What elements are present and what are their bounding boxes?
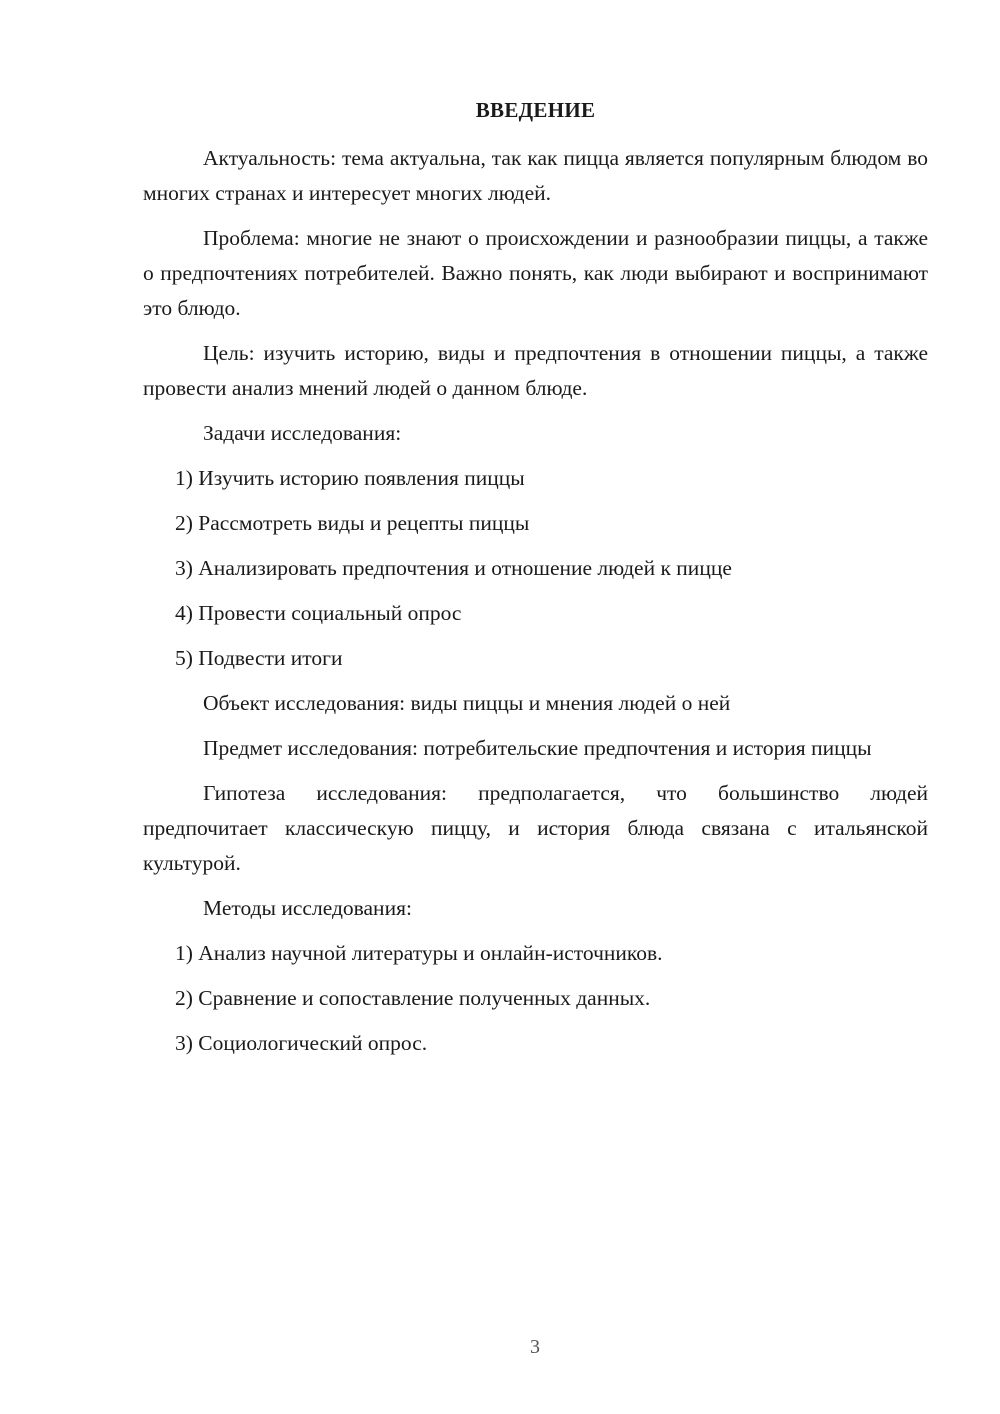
goal-paragraph: Цель: изучить историю, виды и предпочтения в отношении пиццы, а также провести анализ мнений людей о данном блюде.: [143, 341, 928, 400]
method-item: 2) Сравнение и сопоставление полученных данных.: [175, 986, 651, 1010]
task-item: 2) Рассмотреть виды и рецепты пиццы: [175, 511, 530, 535]
methods-heading: Методы исследования:: [203, 896, 412, 920]
task-item: 3) Анализировать предпочтения и отношение людей к пицце: [175, 556, 732, 580]
relevance-paragraph: Актуальность: тема актуальна, так как пицца является популярным блюдом во многих странах и интересует многих людей.: [143, 146, 928, 205]
body-text: [143, 141, 928, 1061]
tasks-heading: Задачи исследования:: [203, 421, 402, 445]
task-item: 5) Подвести итоги: [175, 646, 343, 670]
method-item: 1) Анализ научной литературы и онлайн-источников.: [175, 941, 663, 965]
page-title: ВВЕДЕНИЕ: [475, 98, 596, 122]
subject-paragraph: Предмет исследования: потребительские предпочтения и история пиццы: [203, 736, 872, 760]
hypothesis-paragraph: Гипотеза исследования: предполагается, что большинство людей предпочитает классическую пиццу, и история блюда связана с итальянской культурой.: [143, 781, 928, 875]
task-item: 1) Изучить историю появления пиццы: [175, 466, 525, 490]
method-item: 3) Социологический опрос.: [175, 1031, 428, 1055]
object-paragraph: Объект исследования: виды пиццы и мнения людей о ней: [203, 691, 731, 715]
task-item: 4) Провести социальный опрос: [175, 601, 462, 625]
problem-paragraph: Проблема: многие не знают о происхождении и разнообразии пиццы, а также о предпочтениях потребителей. Важно понять, как люди выбирают и воспринимают это блюдо.: [143, 226, 928, 320]
page-number: 3: [530, 1336, 540, 1358]
